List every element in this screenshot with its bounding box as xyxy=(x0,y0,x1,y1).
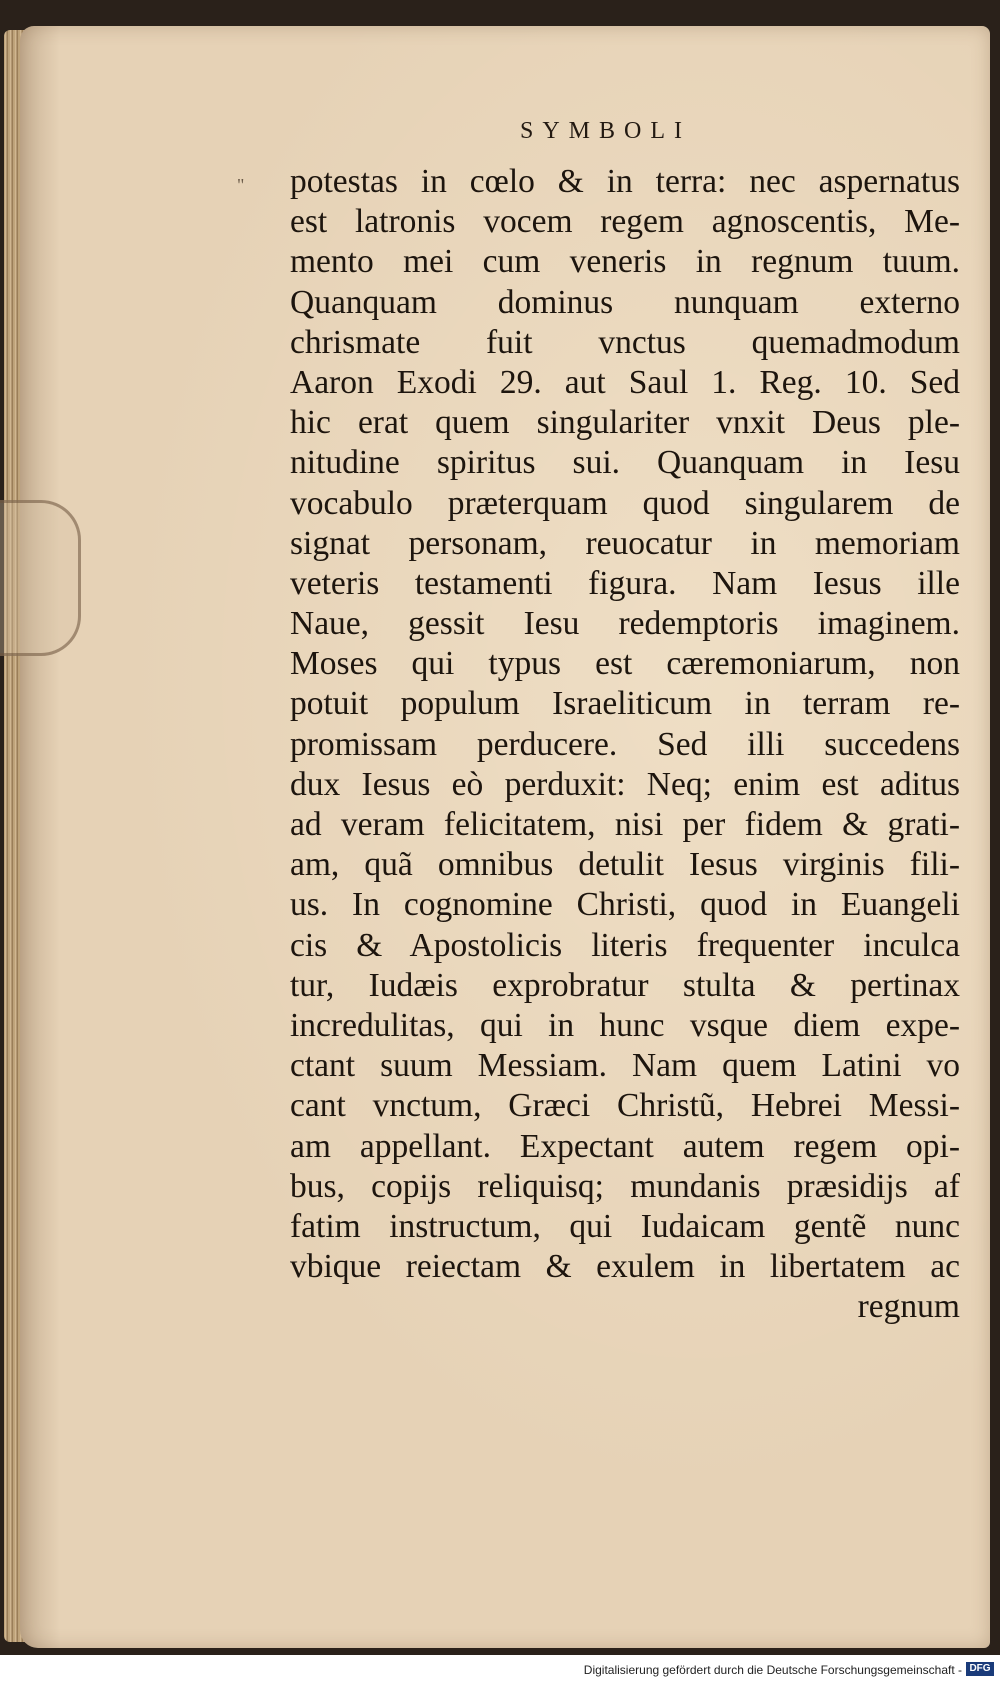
text-line: hic erat quem singulariter vnxit Deus ple- xyxy=(290,404,960,442)
text-line: bus, copijs reliquisq; mundanis præsidijs af xyxy=(290,1167,960,1205)
text-line: incredulitas, qui in hunc vsque diem expe- xyxy=(290,1006,960,1044)
text-line: fatim instructum, qui Iudaicam gentẽ nunc xyxy=(290,1207,960,1245)
catchword: regnum xyxy=(857,1288,960,1326)
text-line: nitudine spiritus sui. Quanquam in Iesu xyxy=(290,444,960,482)
text-line: cis & Apostolicis literis frequenter inculca xyxy=(290,926,960,964)
text-line: promissam perducere. Sed illi succedens xyxy=(290,725,960,763)
text-line: potestas in cœlo & in terra: nec aspernatus xyxy=(290,163,960,200)
digitization-credit: Digitalisierung gefördert durch die Deutsche Forschungsgemeinschaft - xyxy=(583,1663,962,1677)
text-line: ctant suum Messiam. Nam quem Latini vo xyxy=(290,1047,960,1085)
text-line: Aaron Exodi 29. aut Saul 1. Reg. 10. Sed xyxy=(290,363,960,401)
text-line: veteris testamenti figura. Nam Iesus ille xyxy=(290,564,960,602)
text-line: vbique reiectam & exulem in libertatem ac xyxy=(290,1248,960,1286)
running-head: SYMBOLI xyxy=(520,118,692,144)
text-line: cant vnctum, Græci Christũ, Hebrei Messi- xyxy=(290,1087,960,1125)
text-line: Naue, gessit Iesu redemptoris imaginem. xyxy=(290,605,960,643)
text-line: signat personam, reuocatur in memoriam xyxy=(290,524,960,562)
text-line: est latronis vocem regem agnoscentis, Me- xyxy=(290,203,960,241)
text-line: dux Iesus eò perduxit: Neq; enim est aditus xyxy=(290,765,960,803)
page-clip xyxy=(0,500,81,656)
text-line: am, quã omnibus detulit Iesus virginis fili- xyxy=(290,846,960,884)
body-text xyxy=(290,162,960,1327)
text-line: mento mei cum veneris in regnum tuum. xyxy=(290,243,960,281)
dfg-logo: DFG xyxy=(966,1662,994,1676)
text-line: chrismate fuit vnctus quemadmodum xyxy=(290,323,960,361)
text-line: vocabulo præterquam quod singularem de xyxy=(290,484,960,522)
text-line: ad veram felicitatem, nisi per fidem & grati- xyxy=(290,806,960,843)
text-line: Quanquam dominus nunquam externo xyxy=(290,283,960,321)
text-line: am appellant. Expectant autem regem opi- xyxy=(290,1127,960,1165)
margin-mark: " xyxy=(237,175,245,195)
text-line: potuit populum Israeliticum in terram re- xyxy=(290,685,960,723)
text-line: us. In cognomine Christi, quod in Euangeli xyxy=(290,886,960,924)
text-line: tur, Iudæis exprobratur stulta & pertinax xyxy=(290,966,960,1004)
text-line: Moses qui typus est cæremoniarum, non xyxy=(290,645,960,683)
